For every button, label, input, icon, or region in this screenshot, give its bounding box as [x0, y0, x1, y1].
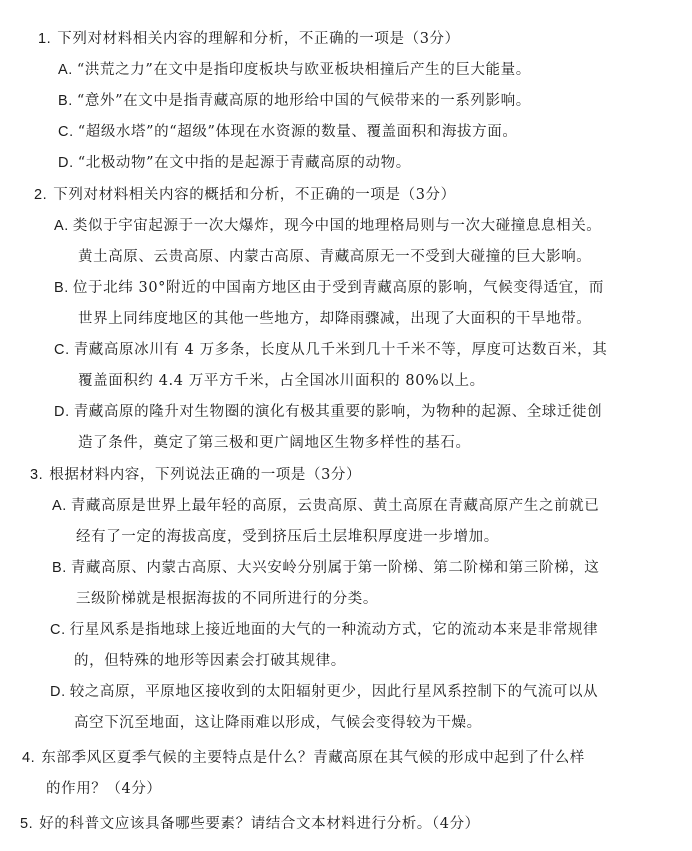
question-1-stem: 1. 下列对材料相关内容的理解和分析，不正确的一项是（3分）	[38, 31, 460, 47]
question-3-stem: 3. 根据材料内容，下列说法正确的一项是（3分）	[30, 467, 362, 483]
question-3-option-c: C. 行星风系是指地球上接近地面的大气的一种流动方式，它的流动本来是非常规律	[50, 622, 599, 638]
question-3-option-d: D. 较之高原，平原地区接收到的太阳辐射更少，因此行星风系控制下的气流可以从	[50, 684, 599, 700]
question-4-stem: 4. 东部季风区夏季气候的主要特点是什么？青藏高原在其气候的形成中起到了什么样	[22, 750, 585, 766]
question-2-option-a-cont: 黄土高原、云贵高原、内蒙古高原、青藏高原无一不受到大碰撞的巨大影响。	[78, 249, 592, 265]
question-3-option-a: A. 青藏高原是世界上最年轻的高原，云贵高原、黄土高原在青藏高原产生之前就已	[52, 498, 600, 514]
question-3-option-b-cont: 三级阶梯就是根据海拔的不同所进行的分类。	[76, 591, 378, 607]
question-2-option-d-cont: 造了条件，奠定了第三极和更广阔地区生物多样性的基石。	[78, 435, 471, 451]
question-2-option-b: B. 位于北纬 30°附近的中国南方地区由于受到青藏高原的影响，气候变得适宜，而	[54, 280, 604, 296]
question-3-option-d-cont: 高空下沉至地面，这让降雨难以形成，气候会变得较为干燥。	[74, 715, 482, 731]
question-4-stem-cont: 的作用？（4分）	[46, 781, 162, 797]
question-3-option-b: B. 青藏高原、内蒙古高原、大兴安岭分别属于第一阶梯、第二阶梯和第三阶梯，这	[52, 560, 600, 576]
question-2-option-c: C. 青藏高原冰川有 4 万多条，长度从几千米到几十千米不等，厚度可达数百米，其	[54, 342, 608, 358]
question-5-stem: 5. 好的科普文应该具备哪些要素？请结合文本材料进行分析。（4分）	[20, 816, 480, 832]
question-3-option-a-cont: 经有了一定的海拔高度，受到挤压后土层堆积厚度进一步增加。	[76, 529, 499, 545]
question-1-option-a: A. “洪荒之力”在文中是指印度板块与欧亚板块相撞后产生的巨大能量。	[58, 62, 531, 78]
question-3-option-c-cont: 的，但特殊的地形等因素会打破其规律。	[74, 653, 346, 669]
question-number: 1.	[38, 31, 52, 47]
question-2-stem: 2. 下列对材料相关内容的概括和分析，不正确的一项是（3分）	[34, 187, 456, 203]
question-1-option-c: C. “超级水塔”的“超级”体现在水资源的数量、覆盖面积和海拔方面。	[58, 124, 518, 140]
question-1-option-d: D. “北极动物”在文中指的是起源于青藏高原的动物。	[58, 155, 411, 171]
question-1-option-b: B. “意外”在文中是指青藏高原的地形给中国的气候带来的一系列影响。	[58, 93, 531, 109]
question-2-option-d: D. 青藏高原的隆升对生物圈的演化有极其重要的影响，为物种的起源、全球迁徙创	[54, 404, 603, 420]
question-2-option-c-cont: 覆盖面积约 4.4 万平方千米，占全国冰川面积的 80%以上。	[78, 373, 485, 389]
question-2-option-b-cont: 世界上同纬度地区的其他一些地方，却降雨骤减，出现了大面积的干旱地带。	[78, 311, 592, 327]
question-2-option-a: A. 类似于宇宙起源于一次大爆炸，现今中国的地理格局则与一次大碰撞息息相关。	[54, 218, 602, 234]
